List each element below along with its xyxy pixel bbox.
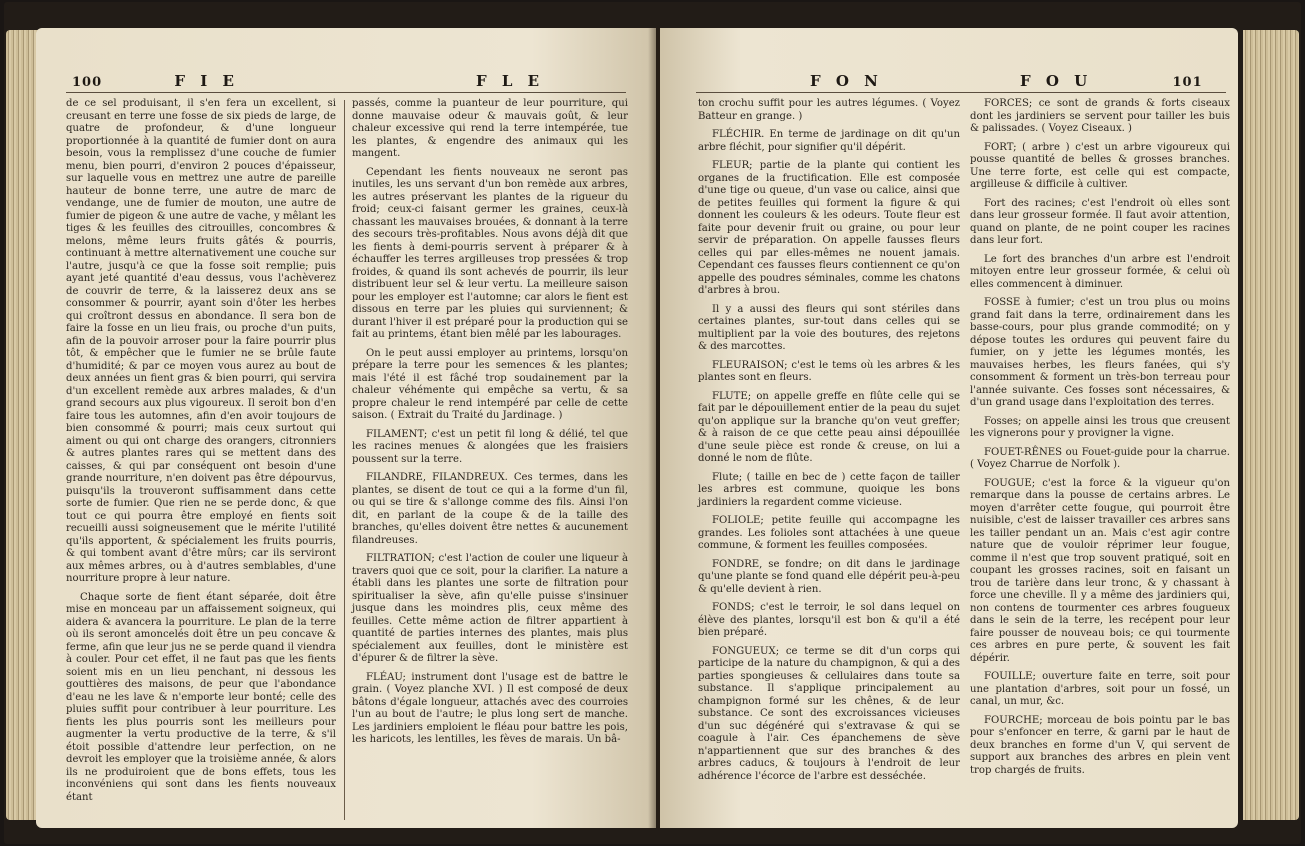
paragraph: Fort des racines; c'est l'endroit où elles sont dans leur grosseur formée. Il faut avoir attention, quand on plante, de ne point couper les racines dans leur fort. <box>970 197 1230 246</box>
paragraph: passés, comme la puanteur de leur pourriture, qui donne mauvaise odeur & mauvais goût, & leur chaleur excessive qui rend la terre intempérée, tue les plantes, & engendre des animaux qui les mangent. <box>352 98 628 159</box>
left-header-rule <box>66 92 626 93</box>
page-edges-right <box>1243 30 1299 820</box>
paragraph: FOUET-RÊNES ou Fouet-guide pour la charrue. ( Voyez Charrue de Norfolk ). <box>970 446 1230 470</box>
paragraph: FILANDRE, FILANDREUX. Ces termes, dans les plantes, se disent de tout ce qui a la forme d'un fil, ou qui se tire & s'allonge comme des fils. Ainsi l'on dit, en parlant de la coupe & de la taille des branches, qu'elles doivent être nettes & aucunement filandreuses. <box>352 472 628 546</box>
paragraph: FONGUEUX; ce terme se dit d'un corps qui participe de la nature du champignon, & qui a des parties spongieuses & cellulaires dans toute sa substance. Il s'applique principalement au champignon formé sur les chênes, & de leur substance. Ce sont des excroissances vicieuses d'un suc dégénéré qui s'extravase & qui se coagule à l'air. Ces épanchemens de sève n'appartiennent que sur des branches & des arbres caducs, & toujours à l'endroit de leur adhérence l'écorce de l'arbre est desséchée. <box>698 645 960 782</box>
left-column-2 <box>352 98 628 753</box>
paragraph: Il y a aussi des fleurs qui sont stériles dans certaines plantes, sur-tout dans celles qui se multiplient par la voie des boutures, des rejetons & des marcottes. <box>698 303 960 352</box>
paragraph: FLEUR; partie de la plante qui contient les organes de la fructification. Elle est composée d'une tige ou queue, d'un vase ou calice, ainsi que de petites feuilles qui forment la figure & qui donnent les couleurs & les odeurs. Toute fleur est faite pour devenir fruit ou graine, ou pour leur servir de préparation. On appelle fausses fleurs celles qui par elles-mêmes ne nouent jamais. Cependant ces fausses fleurs contiennent ce qu'on appelle des poudres séminales, comme les chatons d'arbres à brou. <box>698 160 960 296</box>
paragraph: FONDS; c'est le terroir, le sol dans lequel on élève des plantes, lorsqu'il est bon & qu'il a été bien préparé. <box>698 602 960 638</box>
paragraph: Le fort des branches d'un arbre est l'endroit mitoyen entre leur grosseur formée, & celui où elles commencent à diminuer. <box>970 253 1230 290</box>
paragraph: de ce sel produisant, il s'en fera un excellent, si creusant en terre une fosse de six pieds de large, de quatre de profondeur, & d'une longueur proportionnée à la quantité de fumier dont on aura besoin, vous la remplissez d'une couche de fumier menu, bien pourri, d'environ 2 pouces d'épaisseur, sur laquelle vous en mettrez une autre de pareille hauteur de bonne terre, une autre de marc de vendange, une de fumier de mouton, une autre de fumier de pigeon & une autre de vache, y mêlant les tiges & les feuilles des citrouilles, concombres & melons, même leurs fruits gâtés & pourris, continuant à mettre alternativement une couche sur l'autre, jusqu'à ce que la fosse soit remplie; puis ayant jeté quantité d'eau dessus, vous l'achèverez de couvrir de terre, & la laisserez deux ans se consommer & pourrir, ayant soin d'ôter les herbes qui croîtront dessus en abondance. Il sera bon de faire la fosse en un lieu frais, ou proche d'un puits, afin de la pouvoir arroser pour la faire pourrir plus tôt, & empêcher que le fumier ne se brûle faute d'humidité; & par ce moyen vous aurez au bout de deux années un fient gras & bien pourri, qui servira d'un excellent remède aux arbres malades, & d'un grand secours aux plus vigoureux. Il seroit bon d'en faire tous les automnes, afin d'en avoir toujours de bien consommé & pourri; mais ceux surtout qui aiment ou qui ont charge des orangers, citronniers & autres plantes rares qui se mettent dans des caisses, & qui par conséquent ont besoin d'une grande nourriture, n'en doivent pas être dépourvus, puisqu'ils la trouveront suffisamment dans cette sorte de fumier. Que rien ne se perde donc, & que tout ce qui pourra être employé en fients soit recueilli aussi soigneusement que le mérite l'utilité qu'ils apportent, & spécialement les fruits pourris, & qui tombent avant d'être mûrs; car ils serviront aux mêmes arbres, ou à d'autres semblables, d'une nourriture propre à leur nature. <box>66 98 336 584</box>
left-page <box>36 28 656 828</box>
paragraph: FLÉCHIR. En terme de jardinage on dit qu'un arbre fléchit, pour signifier qu'il dépérit. <box>698 129 960 153</box>
paragraph: FOUGUE; c'est la force & la vigueur qu'on remarque dans la pousse de certains arbres. Le moyen d'arrêter cette fougue, qui pourroit être nuisible, c'est de laisser travailler ces arbres sans les tailler pendant un an. Mais c'est agir contre nature que de vouloir réprimer leur fougue, comme il n'est que trop souvent pratiqué, soit en coupant les grosses racines, soit en faisant un trou de tarière dans leur tronc, & y chassant à force une cheville. Il y a même des jardiniers qui, non contens de tourmenter ces arbres fougueux dans le sein de la terre, les recépent pour leur faire pousser de nouveau bois; ce qui tourmente ces arbres en pure perte, & souvent les fait dépérir. <box>970 477 1230 664</box>
right-page-number: 101 <box>1172 75 1203 90</box>
paragraph: FLUTE; on appelle greffe en flûte celle qui se fait par le dépouillement entier de la peau du sujet qu'on applique sur la branche qu'on veut greffer; & à raison de ce que cette peau ainsi dépouillée d'une seule pièce est ronde & creuse, on lui a donné le nom de flûte. <box>698 390 960 464</box>
paragraph: On le peut aussi employer au printems, lorsqu'on prépare la terre pour les semences & les plantes; mais l'été il est fâché trop soudainement par la chaleur véhémente qui empêche sa vertu, & sa propre chaleur le rend intempéré par celle de cette saison. ( Extrait du Traité du Jardinage. ) <box>352 347 628 421</box>
right-column-1 <box>698 98 960 789</box>
left-header-word-1: F I E <box>174 72 239 90</box>
paragraph: FOLIOLE; petite feuille qui accompagne les grandes. Les folioles sont attachées à une queue commune, & forment les feuilles composées. <box>698 515 960 551</box>
paragraph: FOSSE à fumier; c'est un trou plus ou moins grand fait dans la terre, ordinairement dans les basse-cours, pour plus grande commodité; on y dépose toutes les ordures qui peuvent faire du fumier, on y jette les légumes montés, les mauvaises herbes, les fleurs fanées, qui s'y consomment & forment un très-bon terreau pour l'année suivante. Ces fosses sont nécessaires, & d'un grand usage dans l'exploitation des terres. <box>970 297 1230 408</box>
page-edges-left <box>6 30 40 820</box>
paragraph: Cependant les fients nouveaux ne seront pas inutiles, les uns servant d'un bon remède aux arbres, les autres préservant les plantes de la rigueur du froid; ceux-ci faisant germer les graines, ceux-là chassant les mauvaises brouées, & donnant à la terre des secours très-profitables. Nous avons déjà dit que les fients à demi-pourris servent à préparer & à échauffer les terres argilleuses trop pressées & trop froides, & quand ils sont achevés de pourrir, ils leur distribuent leur sel & leur vertu. La meilleure saison pour les employer est l'automne; car alors le fient est dissous en terre par les pluies qui surviennent; & durant l'hiver il est préparé pour la production qui se fait au printems, étant bien mêlé par les labourages. <box>352 166 628 340</box>
right-header-word-1: F O N <box>810 72 883 90</box>
left-column-1 <box>66 98 336 810</box>
left-header-word-2: F L E <box>476 72 545 90</box>
right-page <box>660 28 1238 828</box>
right-header-rule <box>696 92 1226 93</box>
right-column-2 <box>970 98 1230 783</box>
paragraph: FLÉAU; instrument dont l'usage est de battre le grain. ( Voyez planche XVI. ) Il est composé de deux bâtons d'égale longueur, attachés avec des courroies l'un au bout de l'autre; le plus long sert de manche. Les jardiniers emploient le fléau pour battre les pois, les haricots, les lentilles, les fèves de marais. Un bâ- <box>352 671 628 745</box>
right-header-word-2: F O U <box>1020 72 1093 90</box>
left-page-header <box>72 72 322 92</box>
left-page-number: 100 <box>72 75 103 90</box>
paragraph: Fosses; on appelle ainsi les trous que creusent les vignerons pour y provigner la vigne. <box>970 415 1230 439</box>
right-page-header <box>1020 72 1220 92</box>
paragraph: Chaque sorte de fient étant séparée, doit être mise en monceau par un affaissement soigneux, qui aidera & avancera la pourriture. Le plan de la terre où ils seront amoncelés doit être un peu concave & ferme, afin que leur jus ne se perde quand il viendra à couler. Pour cet effet, il ne faut pas que les fients soient mis en un lieu penchant, ni dessous les gouttières des maisons, de peur que l'abondance d'eau ne les lave & n'emporte leur bonté; celle des pluies suffit pour contribuer à leur pourriture. Les fients les plus pourris sont les meilleurs pour augmenter la vertu productive de la terre, & s'il étoit possible d'attendre leur perfection, on ne devroit les employer que la troisième année, & alors ils ne produiroient que de bons effets, tous les inconvéniens qui sont dans les fients nouveaux étant <box>66 591 336 803</box>
paragraph: Flute; ( taille en bec de ) cette façon de tailler les arbres est commune, quoique les bons jardiniers la regardent comme vicieuse. <box>698 471 960 508</box>
paragraph: FOURCHE; morceau de bois pointu par le bas pour s'enfoncer en terre, & garni par le haut de deux branches en forme d'un V, qui servent de support aux branches des arbres en plein vent trop chargés de fruits. <box>970 714 1230 776</box>
paragraph: FONDRE, se fondre; on dit dans le jardinage qu'une plante se fond quand elle dépérit peu-à-peu & qu'elle devient à rien. <box>698 558 960 595</box>
column-divider <box>344 100 345 820</box>
paragraph: ton crochu suffit pour les autres légumes. ( Voyez Batteur en grange. ) <box>698 98 960 122</box>
paragraph: FILTRATION; c'est l'action de couler une liqueur à travers quoi que ce soit, pour la clarifier. La nature a établi dans les plantes une sorte de filtration pour spiritualiser la sève, afin qu'elle puisse s'insinuer jusque dans les moindres plis, ceux même des feuilles. Cette même action de filtrer appartient à quantité de parties internes des plantes, mais plus spécialement aux feuilles, dont le ministère est d'épurer & de filtrer la sève. <box>352 553 628 664</box>
paragraph: FILAMENT; c'est un petit fil long & délié, tel que les racines menues & alongées que les fraisiers poussent sur la terre. <box>352 428 628 465</box>
paragraph: FORT; ( arbre ) c'est un arbre vigoureux qui pousse quantité de belles & grosses branches. Une terre forte, est celle qui est compacte, argilleuse & difficile à cultiver. <box>970 141 1230 190</box>
paragraph: FLEURAISON; c'est le tems où les arbres & les plantes sont en fleurs. <box>698 359 960 383</box>
paragraph: FOUILLE; ouverture faite en terre, soit pour une plantation d'arbres, soit pour un fossé, un canal, un mur, &c. <box>970 671 1230 707</box>
paragraph: FORCES; ce sont de grands & forts ciseaux dont les jardiniers se servent pour tailler les buis & palissades. ( Voyez Ciseaux. ) <box>970 98 1230 134</box>
